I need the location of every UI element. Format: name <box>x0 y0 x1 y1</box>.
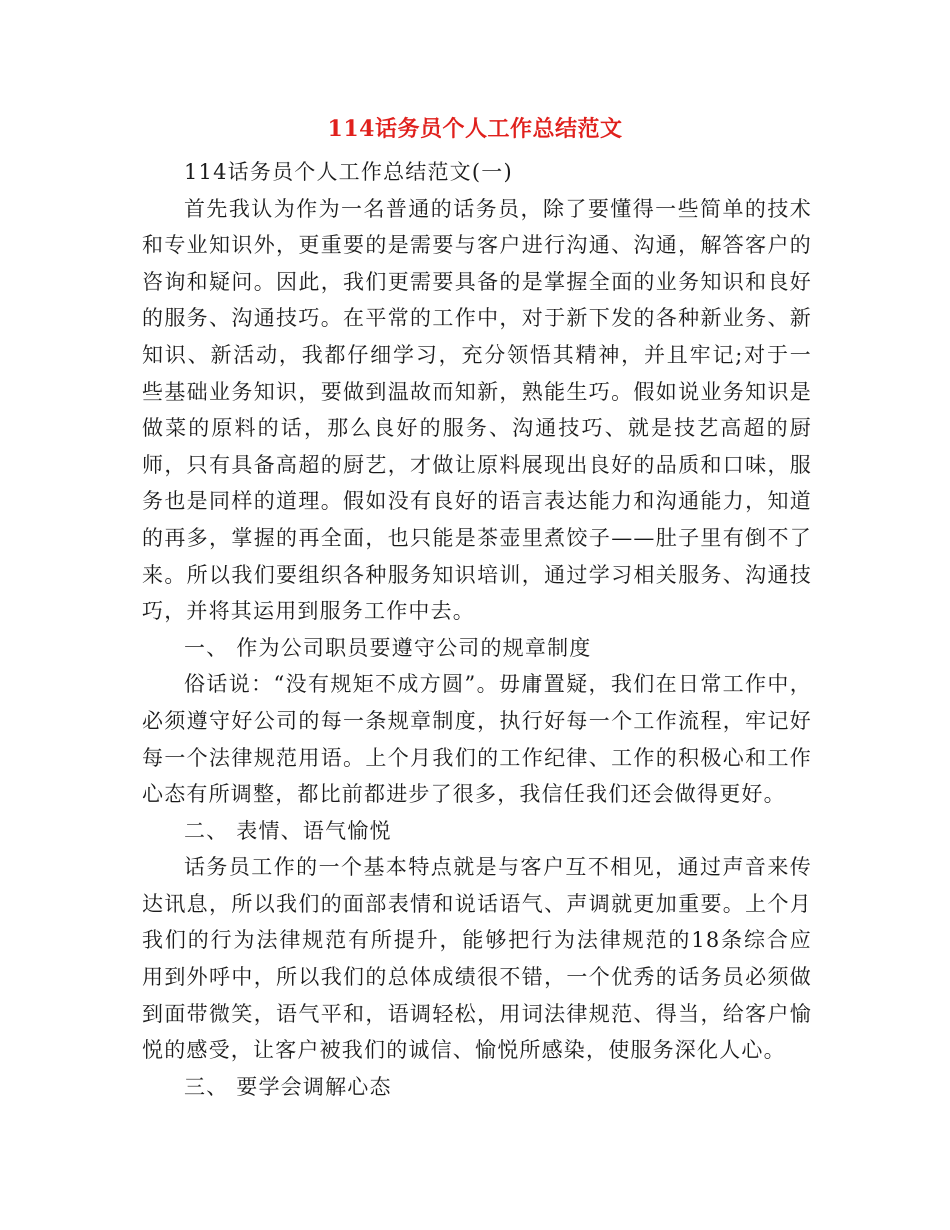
body-paragraph: 话务员工作的一个基本特点就是与客户互不相见，通过声音来传达讯息，所以我们的面部表情和说话语气、声调就更加重要。上个月我们的行为法律规范有所提升，能够把行为法律规范的18条综合应用到外呼中，所以我们的总体成绩很不错，一个优秀的话务员必须做到面带微笑，语气平和，语调轻松，用词法律规范、得当，给客户愉悦的感受，让客户被我们的诚信、愉悦所感染，使服务深化人心。 <box>142 855 812 1063</box>
section-heading: 三、 要学会调解心态 <box>184 1074 392 1099</box>
section-heading: 一、 作为公司职员要遵守公司的规章制度 <box>184 635 592 660</box>
document-body <box>142 154 812 1105</box>
document-title: 114话务员个人工作总结范文 <box>327 116 623 142</box>
body-paragraph: 首先我认为作为一名普通的话务员，除了要懂得一些简单的技术和专业知识外，更重要的是需要与客户进行沟通、沟通，解答客户的咨询和疑问。因此，我们更需要具备的是掌握全面的业务知识和良好的服务、沟通技巧。在平常的工作中，对于新下发的各种新业务、新知识、新活动，我都仔细学习，充分领悟其精神，并且牢记;对于一些基础业务知识，要做到温故而知新，熟能生巧。假如说业务知识是做菜的原料的话，那么良好的服务、沟通技巧、就是技艺高超的厨师，只有具备高超的厨艺，才做让原料展现出良好的品质和口味，服务也是同样的道理。假如没有良好的语言表达能力和沟通能力，知道的再多，掌握的再全面，也只能是茶壶里煮饺子——肚子里有倒不了来。所以我们要组织各种服务知识培训，通过学习相关服务、沟通技巧，并将其运用到服务工作中去。 <box>142 196 812 624</box>
section-heading: 114话务员个人工作总结范文(一) <box>184 160 513 184</box>
section-heading: 二、 表情、语气愉悦 <box>184 818 392 843</box>
body-paragraph: 俗话说：“没有规矩不成方圆”。毋庸置疑，我们在日常工作中，必须遵守好公司的每一条规章制度，执行好每一个工作流程，牢记好每一个法律规范用语。上个月我们的工作纪律、工作的积极心和工作心态有所调整，都比前都进步了很多，我信任我们还会做得更好。 <box>142 672 812 807</box>
